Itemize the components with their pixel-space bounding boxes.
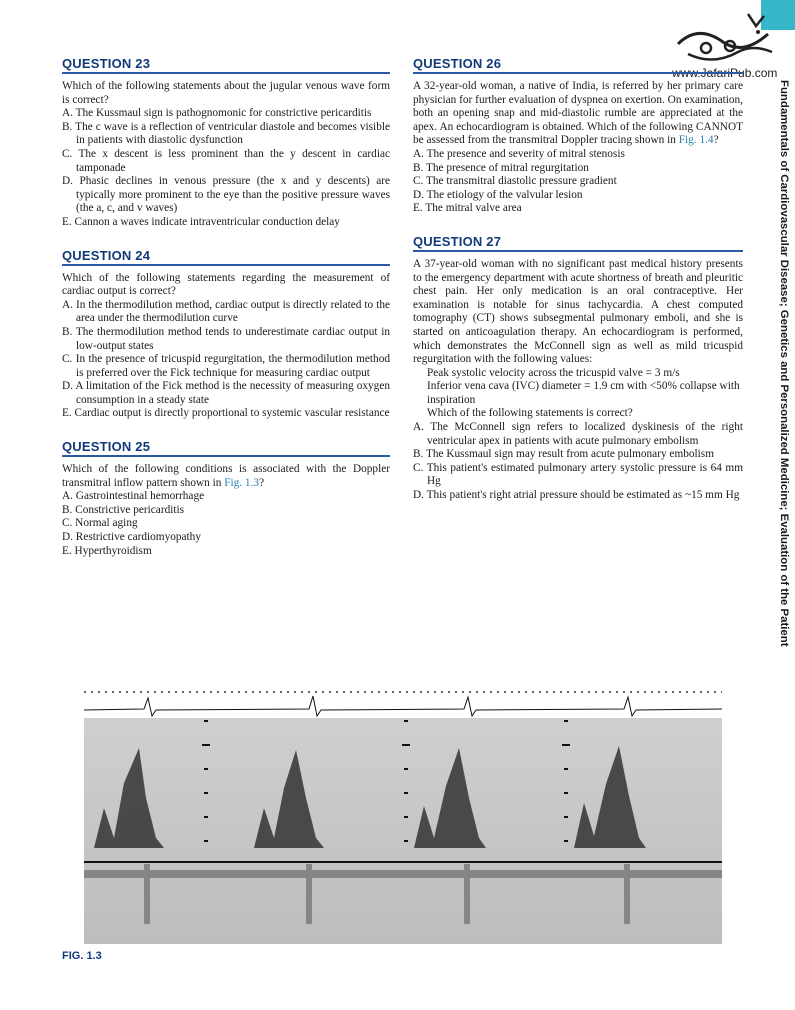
option-a: A. Gastrointestinal hemorrhage (62, 490, 205, 503)
option-b: B. Constrictive pericarditis (62, 503, 185, 516)
stem-text: Which of the following conditions is associated with the Doppler transmitral inflow pattern shown in (62, 463, 390, 489)
option-list (62, 299, 390, 421)
stem-text: A 32-year-old woman, a native of India, is referred by her primary care physician for further evaluation of dyspnea on exertion. On examination, both an opening snap and mid-diastolic rumble are appreciated at the apex. An echocardiogram is obtained. Which of the following CANNOT be assessed from the transmitral Doppler tracing shown in (413, 80, 743, 147)
question-stem (413, 80, 743, 148)
question-23 (62, 56, 390, 230)
option-list (62, 490, 390, 558)
value-line: Peak systolic velocity across the tricuspid valve = 3 m/s (427, 366, 680, 379)
question-heading: QUESTION 27 (413, 234, 743, 252)
option-e: E. The mitral valve area (413, 202, 522, 215)
option-c: C. Normal aging (62, 517, 138, 530)
option-d: D. A limitation of the Fick method is the necessity of measuring oxygen consumption in a steady state (62, 380, 390, 406)
question-stem (62, 463, 390, 490)
option-b: B. The c wave is a reflection of ventricular diastole and becomes visible in patients with diastolic dysfunction (62, 120, 390, 147)
sidebar-title: Fundamentals of Cardiovascular Disease; Genetics and Personalized Medicine; Evaluation of the Patient (778, 80, 790, 647)
option-d: D. This patient's right atrial pressure should be estimated as ~15 mm Hg (413, 489, 740, 502)
watermark-url: www.JafariPub.com (672, 66, 778, 80)
figure-label: FIG. 1.3 (62, 950, 102, 962)
option-e: E. Cardiac output is directly proportional to systemic vascular resistance (62, 407, 390, 420)
figure-link[interactable]: Fig. 1.4 (678, 134, 714, 147)
question-stem: A 37-year-old woman with no significant past medical history presents to the emergency department with acute shortness of breath and pleuritic chest pain. Her only medication is an oral contraceptive. Her examination is notable for sinus tachycardia. A chest computed tomography (CT) shows subsegmental pulmonary emboli, and she is started on anticoagulation therapy. An echocardiogram is performed, which demonstrates the McConnell sign as well as mild tricuspid regurgitation with the following values: (413, 257, 743, 366)
option-a: A. In the thermodilution method, cardiac output is directly related to the area under the thermodilution curve (62, 298, 390, 325)
question-stem: Which of the following statements regarding the measurement of cardiac output is correct? (62, 271, 390, 298)
question-heading: QUESTION 26 (413, 56, 743, 74)
option-b: B. The Kussmaul sign may result from acute pulmonary embolism (413, 448, 714, 461)
question-heading: QUESTION 24 (62, 248, 390, 266)
option-d: D. Phasic declines in venous pressure (the x and y descents) are typically more prominent to the eye than the positive pressure waves (the a, c, and v waves) (62, 175, 390, 215)
option-list (413, 148, 743, 216)
question-heading: QUESTION 25 (62, 439, 390, 457)
value-line: Inferior vena cava (IVC) diameter = 1.9 cm with <50% collapse with inspiration (427, 380, 740, 406)
question-stem: Which of the following statements about the jugular venous wave form is correct? (62, 80, 390, 106)
option-a: A. The McConnell sign refers to localized dyskinesis of the right ventricular apex in patients with acute pulmonary embolism (413, 421, 743, 447)
option-list (62, 107, 390, 229)
question-25 (62, 439, 390, 558)
right-column (413, 56, 743, 519)
stem-text-end: ? (259, 476, 265, 489)
doppler-tracing-image (84, 688, 722, 944)
question-heading: QUESTION 23 (62, 56, 390, 74)
option-a: A. The Kussmaul sign is pathognomonic for constrictive pericarditis (62, 107, 372, 120)
option-c: C. In the presence of tricuspid regurgitation, the thermodilution method is preferred over the Fick technique for measuring cardiac output (62, 353, 390, 379)
option-list (413, 421, 743, 503)
option-d: D. Restrictive cardiomyopathy (62, 531, 201, 544)
option-d: D. The etiology of the valvular lesion (413, 188, 583, 201)
left-column (62, 56, 390, 574)
option-c: C. This patient's estimated pulmonary artery systolic pressure is 64 mm Hg (413, 461, 743, 488)
option-a: A. The presence and severity of mitral stenosis (413, 147, 625, 160)
option-c: C. The x descent is less prominent than the y descent in cardiac tamponade (62, 147, 390, 174)
question-26 (413, 56, 743, 216)
stem-text-end: ? (713, 134, 719, 147)
option-b: B. The presence of mitral regurgitation (413, 161, 589, 174)
option-c: C. The transmitral diastolic pressure gradient (413, 175, 617, 188)
option-b: B. The thermodilution method tends to underestimate cardiac output in low-output states (62, 325, 390, 352)
figure-link[interactable]: Fig. 1.3 (224, 476, 260, 489)
question-24 (62, 248, 390, 422)
question-prompt: Which of the following statements is correct? (427, 407, 633, 420)
question-27 (413, 234, 743, 503)
option-e: E. Hyperthyroidism (62, 544, 152, 557)
option-e: E. Cannon a waves indicate intraventricular conduction delay (62, 215, 340, 228)
